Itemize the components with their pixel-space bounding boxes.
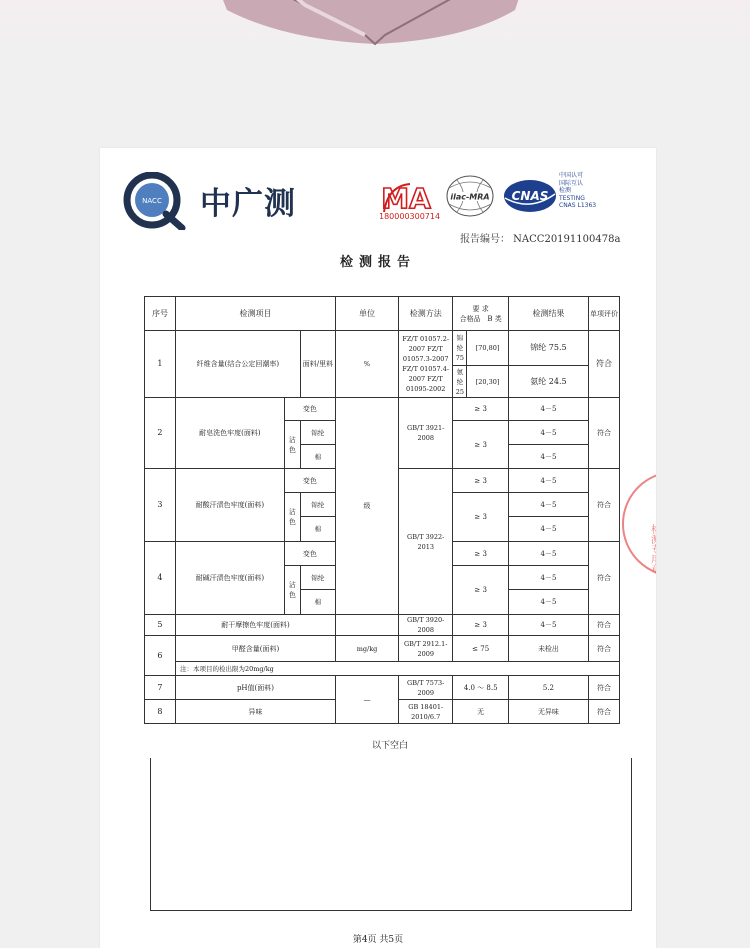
blank-area-box: [150, 758, 632, 911]
header-row: 序号 检测项目 单位 检测方法 要 求 合格品 B 类 检测结果 单项评价: [145, 297, 620, 331]
report-page: [100, 148, 660, 948]
row-6: 6 甲醛含量(面料) mg/kg GB/T 2912.1-2009 ≤ 75 未检出 符合: [145, 636, 620, 662]
row-2-change: 2 耐皂洗色牢度(面料) 变色 级 GB/T 3921-2008 ≥ 3 4－5 符合: [145, 398, 620, 421]
row-5: 5 耐干摩擦色牢度(面料) GB/T 3920-2008 ≥ 3 4－5 符合: [145, 615, 620, 636]
row-4-change: 4 耐碱汗渍色牢度(面料) 变色 ≥ 3 4－5 符合: [145, 542, 620, 566]
row-1-nylon: 1 纤维含量(结合公定回潮率) 面料/里料 % FZ/T 01057.2-2007 FZ/T 01057.3-2007 FZ/T 01057.4-2007 FZ/T 01095-2002 锦纶 75 [70,80] 锦纶 75.5 符合: [145, 331, 620, 366]
results-grid: [144, 296, 620, 724]
row-2-cotton: 棉 4－5: [145, 445, 620, 469]
blank-below-text: 以下空白: [371, 741, 408, 751]
cnas-info: 中国认可 国际互认 检测 TESTING CNAS L1363: [559, 172, 597, 209]
svg-text:ilac-MRA: ilac-MRA: [450, 192, 490, 202]
row-3-nylon: 沾色 锦纶 ≥ 3 4－5: [145, 493, 620, 517]
inspection-stamp-icon: [620, 464, 660, 584]
report-title: 检测报告: [339, 255, 416, 270]
cnas-logo-icon: [503, 178, 557, 214]
row-4-nylon: 沾色 锦纶 ≥ 3 4－5: [145, 566, 620, 590]
top-background: [0, 0, 750, 60]
ilac-mra-icon: [445, 174, 495, 218]
svg-text:CNAS: CNAS: [511, 189, 549, 203]
row-7: 7 pH值(面料) — GB/T 7573-2009 4.0 ～ 8.5 5.2 符合: [145, 676, 620, 700]
nacc-logo-icon: [122, 172, 188, 230]
cma-code: 180000300714: [379, 212, 441, 221]
report-number: 报告编号： NACC20191100478a: [460, 234, 621, 245]
row-8: 8 异味 GB 18401-2010/6.7 无 无异味 符合: [145, 700, 620, 724]
row-1-spandex: 氨纶 25 [20,30] 氨纶 24.5: [145, 366, 620, 398]
row-3-cotton: 棉 4－5: [145, 517, 620, 542]
svg-text:检测专用章: 检测专用章: [648, 524, 660, 574]
page-number: 第4页 共5页: [352, 935, 404, 945]
row-2-nylon: 沾色 锦纶 ≥ 3 4－5: [145, 421, 620, 445]
brand-name: 中广测: [200, 186, 296, 222]
row-3-change: 3 耐酸汗渍色牢度(面料) 变色 GB/T 3922-2013 ≥ 3 4－5 符合: [145, 469, 620, 493]
svg-text:MA: MA: [381, 182, 431, 215]
logo-text: NACC: [142, 197, 162, 205]
shirt-image: [215, 0, 525, 46]
row-4-cotton: 棉 4－5: [145, 590, 620, 615]
row-6-note: 注：本项目的检出限为20mg/kg: [145, 662, 620, 676]
